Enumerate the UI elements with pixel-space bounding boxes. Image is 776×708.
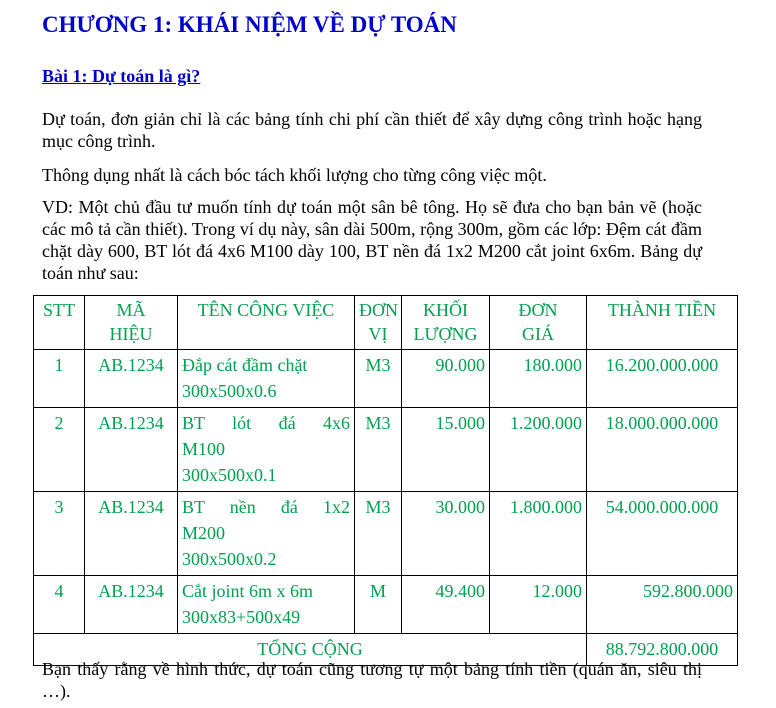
- table-row: [34, 576, 738, 634]
- cell-unit: M3: [355, 492, 402, 576]
- cell-unit-price: 1.200.000: [490, 408, 587, 492]
- cell-stt: 1: [34, 350, 85, 408]
- table-row: [34, 350, 738, 408]
- lesson-title: Bài 1: Dự toán là gì?: [42, 66, 201, 86]
- paragraph-example: VD: Một chủ đầu tư muốn tính dự toán một sân bê tông. Họ sẽ đưa cho bạn bản vẽ (hoặc các mô tả cần thiết). Trong ví dụ này, sân dài 500m, rộng 300m, gồm các lớp: Đệm cát đầm chặt dày 600, BT lót đá 4x6 M100 dày 100, BT nền đá 1x2 M200 cắt joint 6x6m. Bảng dự toán như sau:: [42, 197, 702, 283]
- chapter-title: CHƯƠNG 1: KHÁI NIỆM VỀ DỰ TOÁN: [42, 12, 457, 37]
- header-code: MÃ HIỆU: [85, 296, 178, 350]
- cell-stt: 2: [34, 408, 85, 492]
- cell-code: AB.1234: [85, 492, 178, 576]
- cell-unit: M: [355, 576, 402, 634]
- cell-quantity: 30.000: [402, 492, 490, 576]
- total-value: 88.792.800.000: [587, 634, 738, 666]
- cell-quantity: 15.000: [402, 408, 490, 492]
- cell-code: AB.1234: [85, 576, 178, 634]
- cell-quantity: 49.400: [402, 576, 490, 634]
- table-header-row: [34, 296, 738, 350]
- cell-work: BT nền đá 1x2 M200 300x500x0.2: [178, 492, 355, 576]
- estimate-table: [33, 295, 738, 666]
- table-row: [34, 408, 738, 492]
- cell-unit-price: 1.800.000: [490, 492, 587, 576]
- cell-stt: 4: [34, 576, 85, 634]
- header-amount: THÀNH TIỀN: [587, 296, 738, 350]
- header-stt: STT: [34, 296, 85, 350]
- table-row: [34, 492, 738, 576]
- cell-work: Cắt joint 6m x 6m 300x83+500x49: [178, 576, 355, 634]
- header-quantity: KHỐI LƯỢNG: [402, 296, 490, 350]
- header-unit-price: ĐƠN GIÁ: [490, 296, 587, 350]
- cell-unit-price: 180.000: [490, 350, 587, 408]
- total-label: TỔNG CỘNG: [34, 634, 587, 666]
- cell-stt: 3: [34, 492, 85, 576]
- cell-quantity: 90.000: [402, 350, 490, 408]
- cell-code: AB.1234: [85, 408, 178, 492]
- cell-unit: M3: [355, 408, 402, 492]
- paragraph-conclusion: Bạn thấy rằng về hình thức, dự toán cũng tương tự một bảng tính tiền (quán ăn, siêu thị …).: [42, 659, 702, 701]
- cell-work: Đắp cát đầm chặt 300x500x0.6: [178, 350, 355, 408]
- header-unit: ĐƠN VỊ: [355, 296, 402, 350]
- header-work: TÊN CÔNG VIỆC: [178, 296, 355, 350]
- cell-code: AB.1234: [85, 350, 178, 408]
- paragraph-method: Thông dụng nhất là cách bóc tách khối lượng cho từng công việc một.: [42, 165, 547, 185]
- cell-amount: 16.200.000.000: [587, 350, 738, 408]
- cell-amount: 18.000.000.000: [587, 408, 738, 492]
- cell-work: BT lót đá 4x6 M100 300x500x0.1: [178, 408, 355, 492]
- cell-amount: 592.800.000: [587, 576, 738, 634]
- cell-unit-price: 12.000: [490, 576, 587, 634]
- cell-amount: 54.000.000.000: [587, 492, 738, 576]
- paragraph-definition: Dự toán, đơn giản chỉ là các bảng tính chi phí cần thiết để xây dựng công trình hoặc hạng mục công trình.: [42, 109, 702, 151]
- cell-unit: M3: [355, 350, 402, 408]
